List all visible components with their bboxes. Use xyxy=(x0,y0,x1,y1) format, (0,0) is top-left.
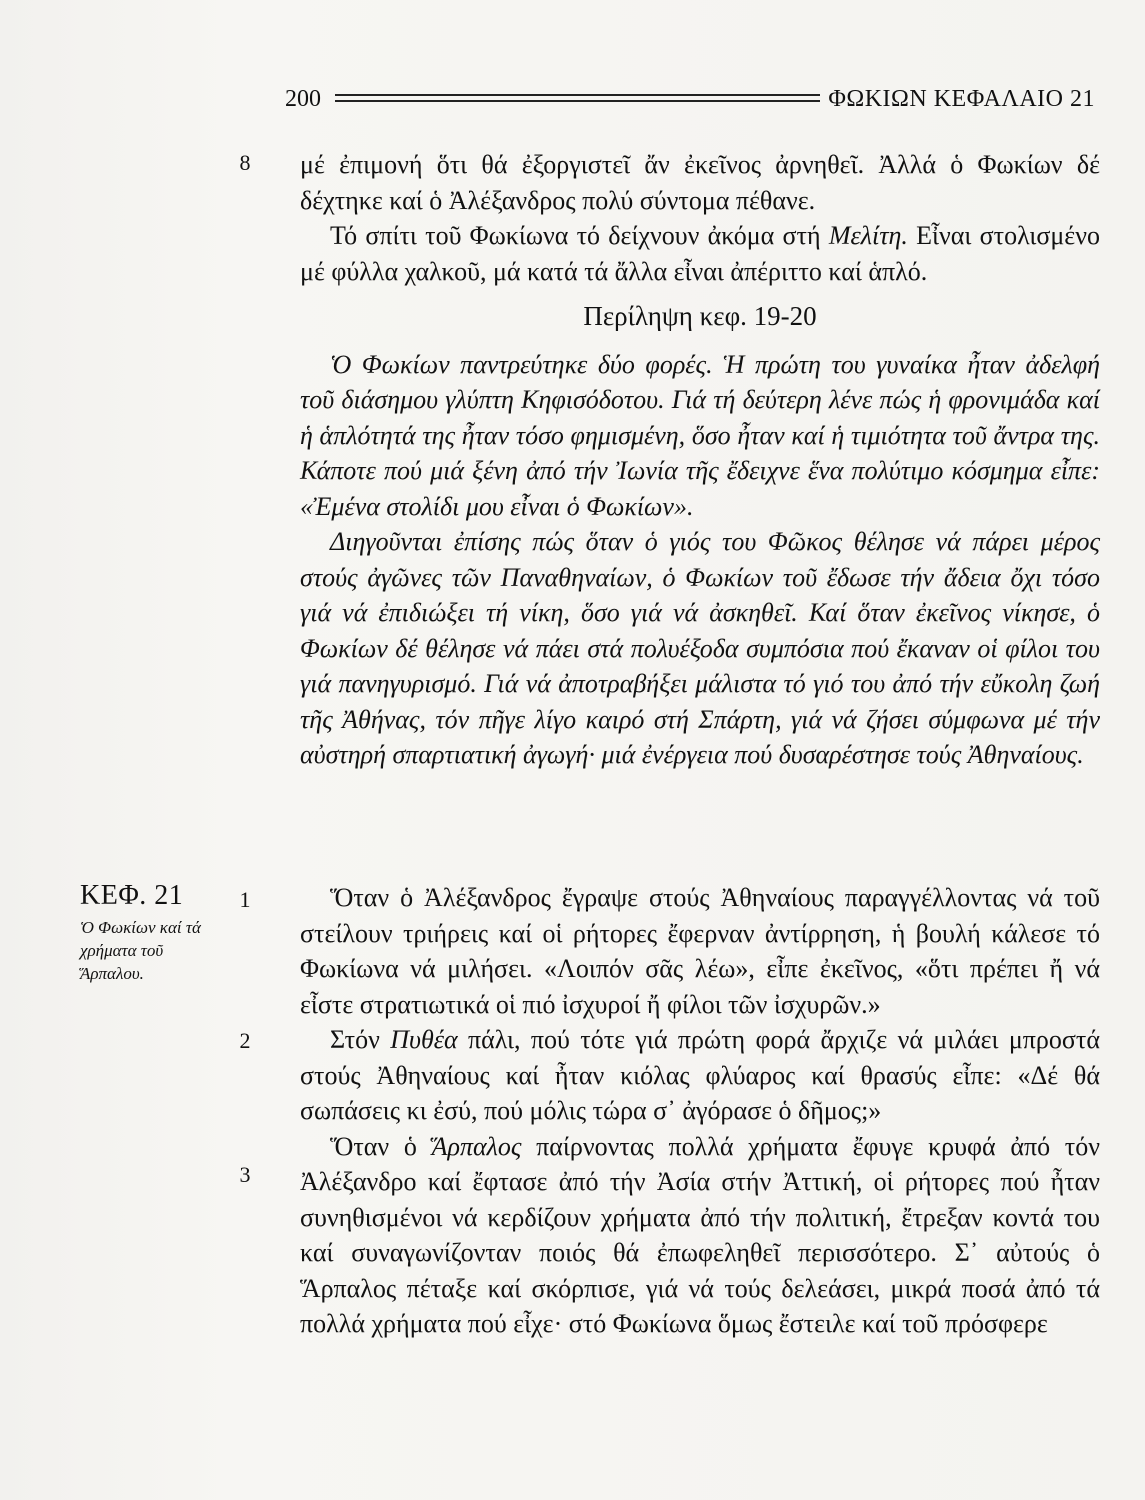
person-name: Πυθέα xyxy=(390,1025,458,1054)
text-run: Στόν xyxy=(330,1025,391,1054)
line-number: 8 xyxy=(239,150,251,175)
running-header xyxy=(285,84,1095,114)
paragraph xyxy=(300,1022,1100,1129)
line-number: 3 xyxy=(239,1162,251,1187)
paragraph: μέ ἐπιμονή ὅτι θά ἐξοργιστεῖ ἄν ἐκεῖνος ἀρνηθεῖ. Ἀλλά ὁ Φωκίων δέ δέχτηκε καί ὁ Ἀλέξανδρος πολύ σύντομα πέθανε. xyxy=(300,150,1100,215)
text-run: Ὅταν ὁ xyxy=(330,1131,432,1161)
summary-paragraph: Ὁ Φωκίων παντρεύτηκε δύο φορές. Ἡ πρώτη του γυναίκα ἦταν ἀδελφή τοῦ διάσημου γλύπτη Κηφισόδοτου. Γιά τή δεύτερη λένε πώς ἡ φρονιμάδα καί ἡ ἁπλότητά της ἦταν τόσο φημισμένη, ὅσο ἦταν καί ἡ τιμιότητα τοῦ ἄντρα της. Κάποτε πού μιά ξένη ἀπό τήν Ἰωνία τῆς ἔδειχνε ἕνα πολύτιμο κόσμημα εἶπε: «Ἐμένα στολίδι μου εἶναι ὁ Φωκίων». xyxy=(300,349,1100,521)
paragraph xyxy=(300,218,1100,289)
text-run: παίρνοντας πολλά χρήματα ἔφυγε κρυφά ἀπό τόν Ἀλέξανδρο καί ἔφτασε ἀπό τήν Ἀσία στήν Ἀττική, οἱ ρήτορες πού ἦταν συνηθισμένοι νά κερδίζουν χρήματα ἀπό τήν πολιτική, ἔτρεξαν κοντά του καί συναγωνίζονταν ποιός θά ἐπωφεληθεῖ περισσότερο. Σ᾽ αὐτούς ὁ Ἅρπαλος πέταξε καί σκόρπισε, γιά νά τούς δελεάσει, μικρά ποσά ἀπό τά πολλά χρήματα πού εἶχε· στό Φωκίωνα ὅμως ἔστειλε καί τοῦ πρόσφερε xyxy=(300,1131,1101,1338)
chapter-heading: ΚΕΦ. 21 xyxy=(80,880,184,911)
chapter-margin-note xyxy=(80,880,230,985)
main-text-chapter21 xyxy=(300,880,1100,1342)
running-title: ΦΩΚΙΩΝ ΚΕΦΑΛΑΙΟ 21 xyxy=(828,86,1095,112)
line-number: 2 xyxy=(239,1028,251,1053)
main-text-top xyxy=(300,147,1100,773)
text-run: Τό σπίτι τοῦ Φωκίωνα τό δείχνουν ἀκόμα στή xyxy=(330,221,829,250)
page-number: 200 xyxy=(285,86,321,112)
summary-heading: Περίληψη κεφ. 19-20 xyxy=(583,301,817,331)
chapter-subtitle: Ὁ Φωκίων καί τά χρήματα τοῦ Ἅρπαλου. xyxy=(80,918,201,983)
paragraph: Ὅταν ὁ Ἀλέξανδρος ἔγραψε στούς Ἀθηναίους παραγγέλλοντας νά τοῦ στείλουν τριήρεις καί οἱ ρήτορες ἔφερναν ἀντίρρηση, ἡ βουλή κάλεσε τό Φωκίωνα νά μιλήσει. «Λοιπόν σᾶς λέω», εἶπε ἐκεῖνος, «ὅτι πρέπει ἤ νά εἶστε στρατιωτικά οἱ πιό ἰσχυροί ἤ φίλοι τῶν ἰσχυρῶν.» xyxy=(300,883,1100,1019)
place-name: Μελίτη. xyxy=(828,221,908,250)
header-rule-top xyxy=(335,94,820,96)
summary-paragraph: Διηγοῦνται ἐπίσης πώς ὅταν ὁ γιός του Φῶκος θέλησε νά πάρει μέρος στούς ἀγῶνες τῶν Παναθηναίων, ὁ Φωκίων τοῦ ἔδωσε τήν ἄδεια ὄχι τόσο γιά νά ἐπιδιώξει τή νίκη, ὅσο γιά νά ἀσκηθεῖ. Καί ὅταν ἐκεῖνος νίκησε, ὁ Φωκίων δέ θέλησε νά πάει στά πολυέξοδα συμπόσια πού ἔκαναν οἱ φίλοι του γιά πανηγυρισμό. Γιά νά ἀποτραβήξει μάλιστα τό γιό του ἀπό τήν εὔκολη ζωή τῆς Ἀθήνας, τόν πῆγε λίγο καιρό στή Σπάρτη, γιά νά ζήσει σύμφωνα μέ τήν αὐστηρή σπαρτιατική ἀγωγή· μιά ἐνέργεια πού δυσαρέστησε τούς Ἀθηναίους. xyxy=(300,527,1100,769)
text-run: Εἶναι στολισμένο μέ φύλλα χαλκοῦ, μά κατά τά ἄλλα εἶναι ἀπέριττο καί ἁπλό. xyxy=(300,221,1100,286)
line-number: 1 xyxy=(239,887,251,912)
text-run: πάλι, πού τότε γιά πρώτη φορά ἄρχιζε νά μιλάει μπροστά στούς Ἀθηναίους καί ἦταν κιόλας φλύαρος καί θρασύς εἶπε: «Δέ θά σωπάσεις κι ἐσύ, πού μόλις τώρα σ᾽ ἀγόρασε ὁ δῆμος;» xyxy=(300,1025,1100,1125)
header-rule-bottom xyxy=(335,100,820,102)
person-name: Ἅρπαλος xyxy=(431,1131,522,1161)
paragraph xyxy=(300,1129,1100,1342)
